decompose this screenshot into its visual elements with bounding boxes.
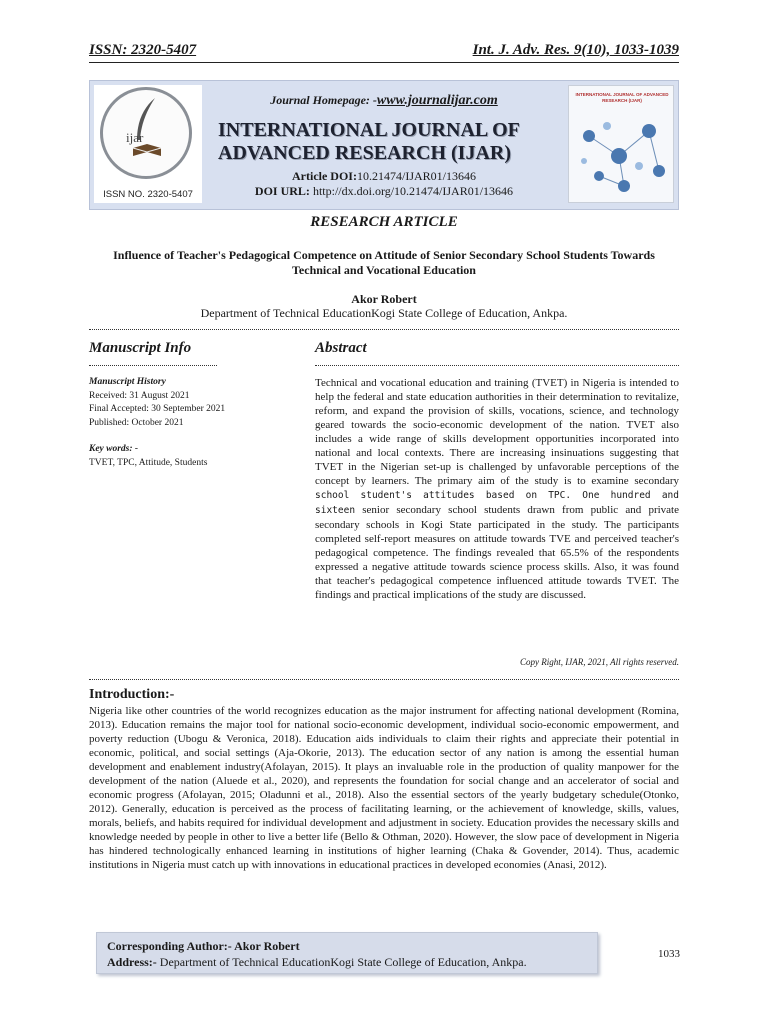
manuscript-info-heading: Manuscript Info [89,340,192,356]
introduction-text: Nigeria like other countries of the world recognizes education as the major instrument for affecting national development (Romina, 2013). Education remains the major tool for national socio-economic development, individual socio-economic empowerment, and poverty reduction (Ubogu & Veronica, 2018). Education aids individuals to claim their rights and appreciate their potential in economic, political, and social settings (Aja-Okorie, 2013). The education sector of any nation is among the essential human development and enablement industry(Afolayan, 2015). It plays an invaluable role in the production of quality manpower for the development of the nation (Aluede et al., 2020), and represents the foundation for social change and an accelerator of social and economic progress (Afolayan, 2015; Oladunni et al., 2018). Also the essential sectors of the yearly budgetary schedule(Otonko, 2012). Generally, education is perceived as the process of facilitating learning, or the achievement of knowledge, skills, values, morals, beliefs, and habits required for individual development and adjustment in society. Education provides the necessary skills and knowledge needed by people in other to live a better life (Bello & Othman, 2020). However, the slow pace of development in Nigeria has hindered technologically enhanced learning in institutions of higher learning (Chaka & Govender, 2014). Thus, academic institutions in Nigeria must catch up with innovations in educational practices in developed economies (Anasi, 2012). [89,705,679,871]
accepted-date: Final Accepted: 30 September 2021 [89,404,226,414]
copyright: Copy Right, IJAR, 2021, All rights reserved. [520,657,679,667]
running-header [89,42,679,63]
divider [89,326,679,334]
abstract-part-2: senior secondary school students drawn from public and private secondary schools in Kogi State participated in the study. The participants completed self-report measures on attitude towards TVE and perceived teacher's pedagogical competence. The findings revealed that 65.5% of the respondents expressed a negative attitude towards science process skills. Also, it was found that teacher's pedagogical competence influenced attitude towards TVET. The findings and practical implications of the study are discussed. [315,504,679,601]
journal-banner [89,80,679,210]
author-name: Akor Robert [351,292,417,306]
article-doi: 10.21474/IJAR01/13646 [356,169,476,183]
published-date: Published: October 2021 [89,417,184,428]
doi-url-link[interactable]: http://dx.doi.org/10.21474/IJAR01/13646 [312,184,514,198]
corresponding-address [107,955,527,970]
corresponding-author: Corresponding Author:- Akor Robert [107,939,300,953]
keywords-heading: Key words: - [89,444,139,454]
homepage-label: Journal Homepage: - [270,93,377,107]
logo-issn: ISSN NO. 2320-5407 [103,189,193,200]
author-affiliation: Department of Technical EducationKogi State College of Education, Ankpa. [200,306,568,320]
abstract-part-1: Technical and vocational education and training (TVET) in Nigeria is intended to help the federal and state education authorities in their determination to revitalize, reform, and expand the provision of skills, vocations, science, and technology geared towards the socio-economic development of the nation. TVET also includes a wide range of skills development opportunities incorporated into national and local contexts. There are increasing insinuations suggesting that TVET in the Nigerian set-up is challenged by unfavorable perceptions of the concept by learners. The primary aim of the study is to examine secondary [315,377,679,487]
journal-title: INTERNATIONAL JOURNAL OF ADVANCED RESEARCH (IJAR) [218,119,520,164]
citation-label: Int. J. Adv. Res. 9(10), 1033-1039 [472,42,679,58]
introduction-heading: Introduction:- [89,687,175,702]
keywords: TVET, TPC, Attitude, Students [89,457,208,468]
history-heading: Manuscript History [89,377,166,387]
manuscript-info [89,376,304,470]
journal-cover-image [568,85,674,203]
page-number: 1033 [658,948,680,960]
address-label: Address:- [107,955,157,969]
cover-title: INTERNATIONAL JOURNAL OF ADVANCED RESEARCH (IJAR) [575,92,669,103]
issn-label: ISSN: 2320-5407 [89,42,197,58]
article-doi-label: Article DOI: [292,169,357,183]
abstract-mono-part: school student's attitudes based on TPC. One hundred and sixteen [315,490,679,516]
divider [315,362,679,366]
divider [89,676,679,684]
corresponding-author-box [96,932,598,974]
abstract-heading: Abstract [315,340,367,356]
article-title: Influence of Teacher's Pedagogical Competence on Attitude of Senior Secondary School Students Towards Technical and Vocational Education [113,248,655,277]
homepage-link[interactable]: www.journalijar.com [376,93,498,108]
address-text: Department of Technical EducationKogi State College of Education, Ankpa. [156,955,527,969]
received-date: Received: 31 August 2021 [89,390,190,401]
logo-text: ijar [126,130,144,145]
abstract-text [315,376,679,602]
doi-url-label: DOI URL: [254,184,310,198]
molecule-icon [569,86,674,203]
divider [89,362,217,366]
article-type: RESEARCH ARTICLE [310,214,458,230]
